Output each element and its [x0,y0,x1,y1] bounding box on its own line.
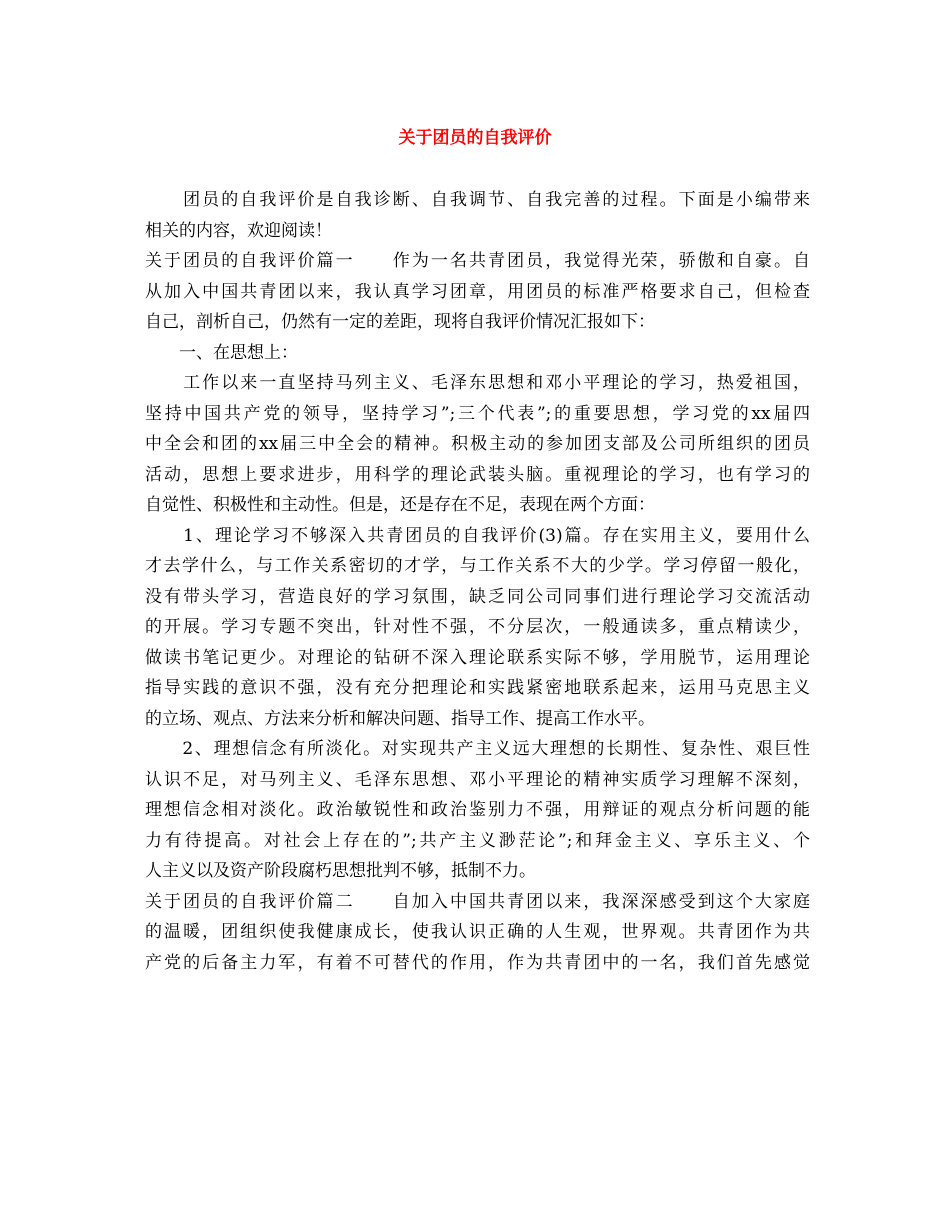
text-line: 人主义以及资产阶段腐朽思想批判不够，抵制不力。 [145,861,536,881]
text-line: 1、理论学习不够深入共青团员的自我评价(3)篇。存在实用主义，要用什么 [145,525,810,546]
document-body [145,185,810,978]
text-line: 一、在思想上： [145,342,298,363]
text-line: 自觉性、积极性和主动性。但是，还是存在不足，表现在两个方面： [145,495,655,515]
text-line: 没有带头学习，营造良好的学习氛围，缺乏同公司同事们进行理论学习交流活动 [145,586,810,607]
text-line: 认识不足，对马列主义、毛泽东思想、邓小平理论的精神实质学习理解不深刻， [145,769,810,790]
text-line: 的温暖，团组织使我健康成长，使我认识正确的人生观，世界观。共青团作为共 [145,922,810,942]
text-line: 自己，剖析自己，仍然有一定的差距，现将自我评价情况汇报如下： [145,312,655,332]
text-line: 中全会和团的xx届三中全会的精神。积极主动的参加团支部及公司所组织的团员 [145,434,810,454]
text-line: 产党的后备主力军，有着不可替代的作用，作为共青团中的一名，我们首先感觉 [145,952,810,973]
text-line: 关于团员的自我评价篇一 作为一名共青团员，我觉得光荣，骄傲和自豪。自 [145,251,810,271]
text-line: 从加入中国共青团以来，我认真学习团章，用团员的标准严格要求自己，但检查 [145,281,810,302]
text-line: 工作以来一直坚持马列主义、毛泽东思想和邓小平理论的学习，热爱祖国， [145,373,810,393]
text-line: 2、理想信念有所淡化。对实现共产主义远大理想的长期性、复杂性、艰巨性 [145,739,810,759]
text-line: 的立场、观点、方法来分析和解决问题、指导工作、提高工作水平。 [145,708,655,729]
text-line: 关于团员的自我评价篇二 自加入中国共青团以来，我深深感受到这个大家庭 [145,891,810,912]
text-line: 坚持中国共产党的领导，坚持学习”;三个代表”;的重要思想，学习党的xx届四 [145,403,810,424]
text-line: 理想信念相对淡化。政治敏锐性和政治鉴别力不强，用辩证的观点分析问题的能 [145,800,810,820]
document-title: 关于团员的自我评价 [398,128,552,148]
text-line: 团员的自我评价是自我诊断、自我调节、自我完善的过程。下面是小编带来 [145,190,810,210]
text-line: 力有待提高。对社会上存在的”;共产主义渺茫论”;和拜金主义、享乐主义、个 [145,830,810,851]
text-line: 才去学什么，与工作关系密切的才学，与工作关系不大的少学。学习停留一般化， [145,556,810,576]
text-line: 指导实践的意识不强，没有充分把理论和实践紧密地联系起来，运用马克思主义 [145,678,810,698]
text-line: 活动，思想上要求进步，用科学的理论武装头脑。重视理论的学习，也有学习的 [145,464,810,485]
text-line: 做读书笔记更少。对理论的钻研不深入理论联系实际不够，学用脱节，运用理论 [145,647,810,668]
text-line: 相关的内容，欢迎阅读！ [145,220,332,241]
text-line: 的开展。学习专题不突出，针对性不强，不分层次，一般通读多，重点精读少， [145,617,810,637]
